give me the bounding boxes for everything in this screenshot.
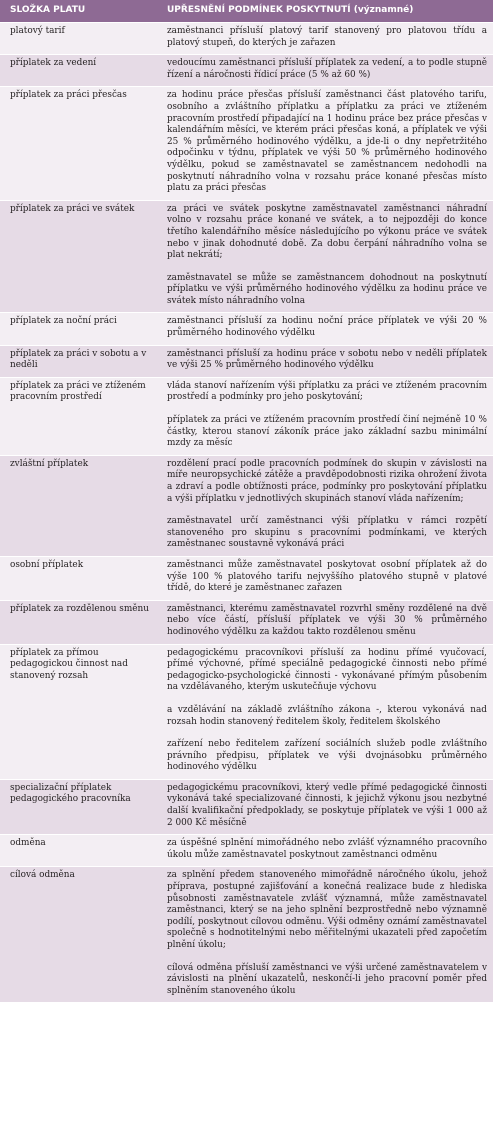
condition-paragraph: zaměstnavatel určí zaměstnanci výši příplatku v rámci rozpětí stanoveného pro skupinu s pracovními podmínkami, ve kterých zaměstnanec soustavně vykonává práci (167, 516, 487, 550)
condition-paragraph: zaměstnanci přísluší za hodinu noční práce příplatek ve výši 20 % průměrného hodinového výdělku (167, 316, 487, 339)
condition-paragraph: zaměstnanci, kterému zaměstnavatel rozvrhl směny rozdělené na dvě nebo více částí, přísluší příplatek ve výši 30 % průměrného hodinového výdělku za každou takto rozdělenou směnu (167, 603, 487, 637)
component-name: příplatek za přímou pedagogickou činnost nad stanovený rozsah (0, 644, 157, 779)
table-row (0, 377, 493, 455)
component-conditions (157, 87, 493, 200)
component-conditions (157, 835, 493, 867)
table-row (0, 313, 493, 345)
table-row (0, 556, 493, 600)
table-row (0, 835, 493, 867)
component-name: příplatek za rozdělenou směnu (0, 600, 157, 644)
table-row (0, 23, 493, 55)
table-row (0, 455, 493, 556)
condition-paragraph: pedagogickému pracovníkovi přísluší za hodinu přímé vyučovací, přímé výchovné, přímé speciálně pedagogické činnosti nebo přímé pedagogicko-psychologické činnosti - vykonávané přímým působením na vzdělávaného, kterým uskutečňuje výchovu (167, 647, 487, 693)
table-body (0, 23, 493, 1003)
component-conditions (157, 377, 493, 455)
component-name: příplatek za práci přesčas (0, 87, 157, 200)
component-conditions (157, 600, 493, 644)
condition-paragraph: zaměstnanci přísluší platový tarif stanovený pro platovou třídu a platový stupeň, do kterých je zařazen (167, 26, 487, 48)
component-name: příplatek za práci ve ztíženém pracovním prostředí (0, 377, 157, 455)
table-row (0, 345, 493, 377)
component-name: odměna (0, 835, 157, 867)
table-row (0, 200, 493, 313)
component-name: zvláštní příplatek (0, 455, 157, 556)
component-name: příplatek za práci ve svátek (0, 200, 157, 313)
component-name: příplatek za noční práci (0, 313, 157, 345)
condition-paragraph: za práci ve svátek poskytne zaměstnavatel zaměstnanci náhradní volno v rozsahu práce konané ve svátek, a to nejpozději do konce třetího kalendářního měsíce následujícího po výkonu práce ve svátek nebo v jinak dohodnuté době. Za dobu čerpání náhradního volna se plat nekrátí; (167, 203, 487, 261)
component-name: osobní příplatek (0, 556, 157, 600)
condition-paragraph: zaměstnanci může zaměstnavatel poskytovat osobní příplatek až do výše 100 % platového tarifu nejvyššího platového stupně v platové třídě, do které je zaměstnanec zařazen (167, 559, 487, 594)
table-row (0, 779, 493, 834)
condition-paragraph: a vzdělávání na základě zvláštního zákona -, kterou vykonává nad rozsah hodin stanovený ředitelem školy, ředitelem školského (167, 704, 487, 727)
table-row (0, 867, 493, 1003)
component-conditions (157, 867, 493, 1003)
condition-paragraph: vedoucímu zaměstnanci přísluší příplatek za vedení, a to podle stupně řízení a náročnosti řídicí práce (5 % až 60 %) (167, 58, 487, 80)
component-conditions (157, 779, 493, 834)
table-row (0, 87, 493, 200)
condition-paragraph: příplatek za práci ve ztíženém pracovním prostředí činí nejméně 10 % částky, kterou stanoví zákoník práce jako základní sazbu minimální mzdy za měsíc (167, 415, 487, 449)
condition-paragraph: rozdělení prací podle pracovních podmínek do skupin v závislosti na míře neuropsychické zátěže a pravděpodobnosti rizika ohrožení života a zdraví a podle obtížnosti práce, podmínky pro poskytování příplatku a výši příplatku v jednotlivých skupinách stanoví vláda nařízením; (167, 458, 487, 504)
condition-paragraph: zařízení nebo ředitelem zařízení sociálních služeb podle zvláštního právního předpisu, příplatek ve výši dvojnásobku průměrného hodinového výdělku (167, 739, 487, 773)
component-name: příplatek za práci v sobotu a v neděli (0, 345, 157, 377)
table-row (0, 644, 493, 779)
column-header-component: SLOŽKA PLATU (0, 0, 157, 23)
component-name: specializační příplatek pedagogického pracovníka (0, 779, 157, 834)
table-row (0, 55, 493, 87)
component-conditions (157, 313, 493, 345)
column-header-conditions: UPŘESNĚNÍ PODMÍNEK POSKYTNUTÍ (významné) (157, 0, 493, 23)
component-conditions (157, 200, 493, 313)
component-conditions (157, 644, 493, 779)
component-name: příplatek za vedení (0, 55, 157, 87)
condition-paragraph: zaměstnanci přísluší za hodinu práce v sobotu nebo v neděli příplatek ve výši 25 % průměrného hodinového výdělku (167, 348, 487, 371)
condition-paragraph: za splnění předem stanoveného mimořádně náročného úkolu, jehož příprava, postupné zajišťování a konečná realizace bude z hlediska působnosti zaměstnavatele zvlášť významná, může zaměstnavatel zaměstnanci, který se na jeho splnění bezprostředně nebo významně podílí, poskytnout cílovou odměnu. Výši odměny oznámí zaměstnavatel společně s hodnotitelnými nebo měřitelnými ukazateli před započetím plnění úkolu; (167, 870, 487, 950)
component-conditions (157, 55, 493, 87)
table-row (0, 600, 493, 644)
component-name: cílová odměna (0, 867, 157, 1003)
component-conditions (157, 455, 493, 556)
table-header-row (0, 0, 493, 23)
component-conditions (157, 556, 493, 600)
condition-paragraph: vláda stanoví nařízením výši příplatku za práci ve ztíženém pracovním prostředí a podmínky pro jeho poskytování; (167, 380, 487, 403)
component-conditions (157, 23, 493, 55)
condition-paragraph: zaměstnavatel se může se zaměstnancem dohodnout na poskytnutí příplatku ve výši průměrného hodinového výdělku za hodinu práce ve svátek místo náhradního volna (167, 272, 487, 306)
condition-paragraph: pedagogickému pracovníkovi, který vedle přímé pedagogické činnosti vykonává také specializované činnosti, k jejichž výkonu jsou nezbytné další kvalifikační předpoklady, se poskytuje příplatek ve výši 1 000 až 2 000 Kč měsíčně (167, 782, 487, 828)
component-name: platový tarif (0, 23, 157, 55)
component-conditions (157, 345, 493, 377)
condition-paragraph: za úspěšné splnění mimořádného nebo zvlášť významného pracovního úkolu může zaměstnavatel poskytnout zaměstnanci odměnu (167, 838, 487, 860)
condition-paragraph: za hodinu práce přesčas přísluší zaměstnanci část platového tarifu, osobního a zvláštního příplatku a příplatku za práci ve ztíženém pracovním prostředí připadající na 1 hodinu práce bez práce přesčas v kalendářním měsíci, ve kterém práci přesčas koná, a příplatek ve výši 25 % průměrného hodinového výdělku, a jde-li o dny nepřetržitého odpočinku v týdnu, příplatek ve výši 50 % průměrného hodinového výdělku, pokud se zaměstnavatel se zaměstnancem nedohodli na poskytnutí náhradního volna v rozsahu práce konané přesčas místo platu za práci přesčas (167, 90, 487, 194)
condition-paragraph: cílová odměna přísluší zaměstnanci ve výši určené zaměstnavatelem v závislosti na plnění ukazatelů, neskončí-li jeho pracovní poměr před splněním stanoveného úkolu (167, 962, 487, 996)
